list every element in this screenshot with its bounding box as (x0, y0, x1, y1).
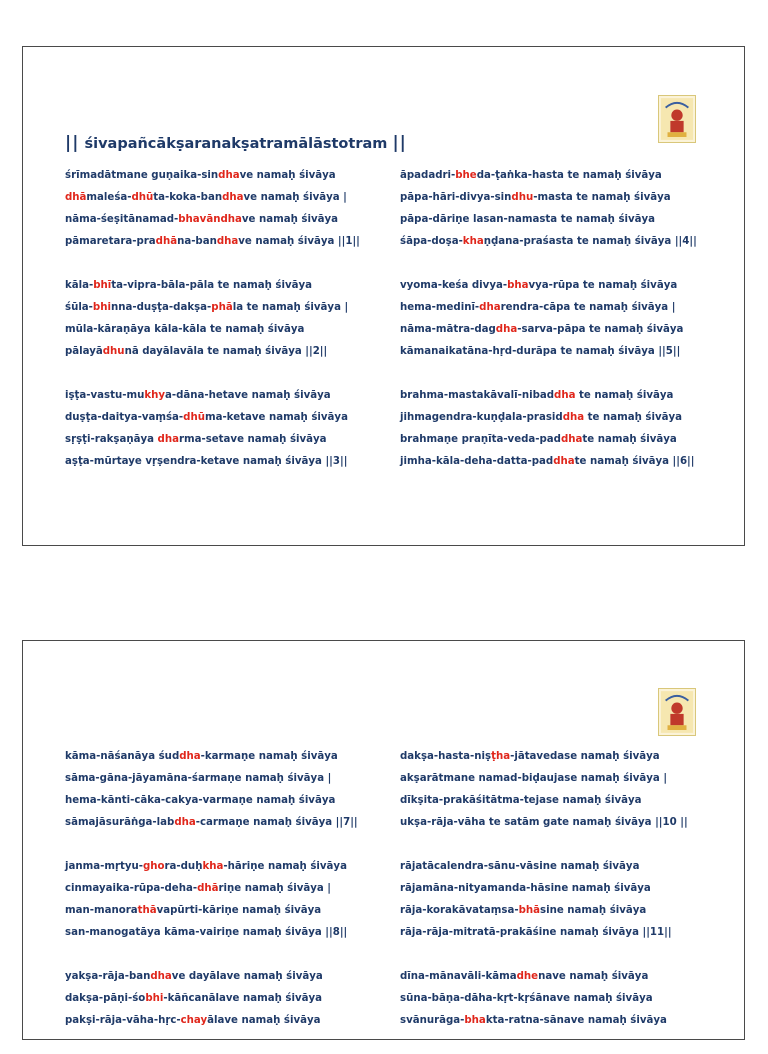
verse-text: brahmaṇe praṇīta-veda-pad (400, 434, 561, 445)
title-bars-left: || (65, 133, 80, 153)
verse-line (65, 297, 385, 319)
verse-line (400, 988, 720, 1010)
verse-text: san-manogatāya kāma-vairiṇe namaḥ śivāya ||8|| (65, 927, 348, 938)
verse-text: rendra-cāpa te namaḥ śivāya | (500, 302, 676, 313)
verse-text: sṛṣṭi-rakṣaṇāya (65, 434, 158, 445)
verse-text: pāmaretara-pra (65, 236, 156, 247)
verse-line (400, 165, 720, 187)
verse-text: rāja-korakāvataṃsa- (400, 905, 519, 916)
verse-text: vya-rūpa te namaḥ śivāya (528, 280, 678, 291)
verse-text: ra-duḥ (164, 861, 203, 872)
verse-text: rāja-rāja-mitratā-prakāśine namaḥ śivāya ||11|| (400, 927, 672, 938)
verse-text: rājatācalendra-sānu-vāsine namaḥ śivāya (400, 861, 640, 872)
verse-text: nāma-mātra-dag (400, 324, 496, 335)
verse-line (65, 429, 385, 451)
verse-line (400, 878, 720, 900)
verse-text: iṣṭa-vastu-mu (65, 390, 145, 401)
verse-stanza (65, 966, 385, 1032)
verse-stanza (400, 165, 720, 253)
highlighted-syllable: chay (180, 1015, 208, 1026)
verse-line (65, 319, 385, 341)
verse-text: -karmaṇe namaḥ śivāya (200, 751, 338, 762)
verse-stanza (400, 856, 720, 944)
verse-text: kta-ratna-sānave namaḥ śivāya (485, 1015, 667, 1026)
highlighted-syllable: phā (211, 302, 233, 313)
left-column (65, 746, 385, 1054)
verse-line (400, 856, 720, 878)
stotram-title (65, 133, 407, 153)
verse-text: jimha-kāla-deha-datta-pad (400, 456, 554, 467)
verse-text: a-dāna-hetave namaḥ śivāya (165, 390, 331, 401)
verse-line (65, 407, 385, 429)
verse-stanza (65, 385, 385, 473)
verse-line (400, 451, 720, 473)
verse-text: dakṣa-hasta-niṣ (400, 751, 492, 762)
highlighted-syllable: dha (553, 456, 575, 467)
verse-line (65, 1010, 385, 1032)
highlighted-syllable: dhā (65, 192, 87, 203)
verse-stanza (400, 275, 720, 363)
right-column (400, 746, 720, 1054)
verse-line (400, 297, 720, 319)
verse-text: pālayā (65, 346, 103, 357)
verse-line (65, 922, 385, 944)
verse-line (65, 451, 385, 473)
verse-text: nāma-śeṣitānamad- (65, 214, 179, 225)
verse-line (400, 209, 720, 231)
verse-text: mūla-kāraṇāya kāla-kāla te namaḥ śivāya (65, 324, 305, 335)
verse-line (400, 812, 720, 834)
verse-text: pakṣi-rāja-vāha-hṛc- (65, 1015, 181, 1026)
verse-text: -kāñcanālave namaḥ śivāya (163, 993, 322, 1004)
document-page-2 (22, 640, 745, 1040)
highlighted-syllable: bhe (455, 170, 477, 181)
verse-text: ālave namaḥ śivāya (207, 1015, 321, 1026)
verse-text: ve namaḥ śivāya ||1|| (238, 236, 360, 247)
verse-line (65, 856, 385, 878)
highlighted-syllable: bhi (145, 993, 164, 1004)
highlighted-syllable: dhu (102, 346, 125, 357)
verse-text: āpadadri- (400, 170, 456, 181)
verse-text: na-ban (177, 236, 217, 247)
verse-line (65, 341, 385, 363)
verse-text: riṇe namaḥ śivāya | (218, 883, 331, 894)
verse-text: -masta te namaḥ śivāya (533, 192, 671, 203)
highlighted-syllable: dha (554, 390, 576, 401)
highlighted-syllable: dha (479, 302, 501, 313)
verse-text: kāma-nāśanāya śud (65, 751, 180, 762)
verse-text: yakṣa-rāja-ban (65, 971, 151, 982)
highlighted-syllable: dha (218, 170, 240, 181)
highlighted-syllable: dhu (511, 192, 534, 203)
verse-line (400, 768, 720, 790)
verse-line (65, 385, 385, 407)
verse-text: ṇḍana-praśasta te namaḥ śivāya ||4|| (483, 236, 697, 247)
highlighted-syllable: dha (560, 434, 583, 445)
verse-line (65, 790, 385, 812)
verse-text: svānurāga- (400, 1015, 465, 1026)
verse-stanza (400, 385, 720, 473)
highlighted-syllable: dhū (131, 192, 154, 203)
verse-text: ve namaḥ śivāya (241, 214, 338, 225)
verse-text: te namaḥ śivāya (575, 390, 674, 401)
highlighted-syllable: dhū (183, 412, 205, 423)
verse-line (400, 231, 720, 253)
highlighted-syllable: dha (222, 192, 244, 203)
verse-text: te namaḥ śivāya (584, 412, 682, 423)
highlighted-syllable: bhī (93, 280, 112, 291)
verse-line (65, 812, 385, 834)
highlighted-syllable: bhavān (178, 214, 221, 225)
verse-text: hema-kānti-cāka-cakya-varmaṇe namaḥ śivāya (65, 795, 336, 806)
highlighted-syllable: dha (216, 236, 239, 247)
verse-line (400, 966, 720, 988)
verse-text: la te namaḥ śivāya | (232, 302, 349, 313)
highlighted-syllable: dhā (197, 883, 219, 894)
verse-text: rājamāna-nityamanda-hāsine namaḥ śivāya (400, 883, 651, 894)
verse-line (400, 407, 720, 429)
verse-line (65, 900, 385, 922)
highlighted-syllable: dhā (155, 236, 178, 247)
verse-text: te namaḥ śivāya ||6|| (574, 456, 695, 467)
verse-line (400, 746, 720, 768)
verse-line (65, 966, 385, 988)
verse-line (65, 878, 385, 900)
verse-line (400, 187, 720, 209)
verse-text: vyoma-keśa divya- (400, 280, 508, 291)
verse-text: ta-vipra-bāla-pāla te namaḥ śivāya (111, 280, 312, 291)
verse-line (65, 768, 385, 790)
verse-text: kāla- (65, 280, 94, 291)
verse-text: kāmanaikatāna-hṛd-durāpa te namaḥ śivāya ||5|| (400, 346, 681, 357)
verse-text: ukṣa-rāja-vāha te satām gate namaḥ śivāya ||10 || (400, 817, 688, 828)
verse-line (400, 900, 720, 922)
highlighted-syllable: bha (507, 280, 529, 291)
verse-line (65, 209, 385, 231)
verse-text: ta-koka-ban (153, 192, 223, 203)
highlighted-syllable: bha (464, 1015, 486, 1026)
verse-line (65, 187, 385, 209)
highlighted-syllable: dhe (516, 971, 539, 982)
verse-text: maleśa- (86, 192, 132, 203)
verse-line (65, 746, 385, 768)
verse-stanza (65, 856, 385, 944)
verse-text: akṣarātmane namad-biḍaujase namaḥ śivāya | (400, 773, 668, 784)
title-text: śivapañcākṣaranakṣatramālāstotram (84, 136, 388, 152)
verse-text: rma-setave namaḥ śivāya (178, 434, 327, 445)
temple-logo (658, 688, 696, 736)
highlighted-syllable: kha (462, 236, 484, 247)
highlighted-syllable: dha (174, 817, 196, 828)
verse-text: śrīmadātmane guṇaika-sin (65, 170, 219, 181)
verse-text: ve namaḥ śivāya | (243, 192, 347, 203)
verse-text: śāpa-doṣa- (400, 236, 463, 247)
document-page-1 (22, 46, 745, 546)
highlighted-syllable: bhi (92, 302, 111, 313)
verse-text: brahma-mastakāvalī-nibad (400, 390, 555, 401)
verse-text: pāpa-hāri-divya-sin (400, 192, 512, 203)
verse-text: -carmaṇe namaḥ śivāya ||7|| (195, 817, 358, 828)
verse-text: dakṣa-pāṇi-śo (65, 993, 146, 1004)
verse-text: janma-mṛtyu- (65, 861, 143, 872)
verse-text: aṣṭa-mūrtaye vṛṣendra-ketave namaḥ śivāya ||3|| (65, 456, 348, 467)
verse-text: śūla- (65, 302, 93, 313)
verse-text: ma-ketave namaḥ śivāya (204, 412, 348, 423)
verse-text: sāma-gāna-jāyamāna-śarmaṇe namaḥ śivāya | (65, 773, 332, 784)
highlighted-syllable: bhā (518, 905, 541, 916)
verse-line (400, 319, 720, 341)
verse-text: duṣṭa-daitya-vaṃśa- (65, 412, 184, 423)
highlighted-syllable: kha (202, 861, 224, 872)
verse-line (65, 165, 385, 187)
verse-text: hema-medinī- (400, 302, 480, 313)
verse-stanza (65, 746, 385, 834)
verse-text: -jātavedase namaḥ śivāya (510, 751, 660, 762)
right-column (400, 165, 720, 495)
verse-text: te namaḥ śivāya (582, 434, 677, 445)
highlighted-syllable: dha (179, 751, 201, 762)
verse-line (65, 231, 385, 253)
highlighted-syllable: ṭha (491, 751, 511, 762)
highlighted-syllable: thā (137, 905, 157, 916)
verse-text: jihmagendra-kuṇḍala-prasid (400, 412, 563, 423)
verse-text: sūna-bāṇa-dāha-kṛt-kṛśānave namaḥ śivāya (400, 993, 653, 1004)
highlighted-syllable: dha (157, 434, 179, 445)
verse-text: nna-duṣṭa-dakṣa- (110, 302, 212, 313)
highlighted-syllable: khy (144, 390, 165, 401)
verse-text: nā dayālavāla te namaḥ śivāya ||2|| (124, 346, 328, 357)
verse-line (400, 922, 720, 944)
verse-text: ve namaḥ śivāya (239, 170, 336, 181)
verse-text: pāpa-dāriṇe lasan-namasta te namaḥ śivāya (400, 214, 656, 225)
verse-line (400, 275, 720, 297)
verse-text: sāmajāsurāṅga-lab (65, 817, 175, 828)
verse-line (400, 341, 720, 363)
verse-line (65, 275, 385, 297)
verse-stanza (65, 275, 385, 363)
verse-text: dīna-mānavāli-kāma (400, 971, 517, 982)
highlighted-syllable: dha (495, 324, 518, 335)
verse-line (400, 1010, 720, 1032)
verse-line (400, 385, 720, 407)
verse-stanza (65, 165, 385, 253)
verse-text: -sarva-pāpa te namaḥ śivāya (517, 324, 684, 335)
highlighted-syllable: dha (150, 971, 172, 982)
title-bars-right: || (392, 133, 407, 153)
verse-text: ve dayālave namaḥ śivāya (171, 971, 323, 982)
verse-text: -hāriṇe namaḥ śivāya (223, 861, 347, 872)
verse-text: cinmayaika-rūpa-deha- (65, 883, 198, 894)
left-column (65, 165, 385, 495)
highlighted-syllable: dha (220, 214, 242, 225)
verse-text: sine namaḥ śivāya (540, 905, 647, 916)
verse-line (400, 429, 720, 451)
temple-logo (658, 95, 696, 143)
verse-text: da-ṭaṅka-hasta te namaḥ śivāya (476, 170, 662, 181)
verse-line (400, 790, 720, 812)
verse-line (65, 988, 385, 1010)
verse-text: nave namaḥ śivāya (538, 971, 649, 982)
verse-text: dīkṣita-prakāśitātma-tejase namaḥ śivāya (400, 795, 642, 806)
verse-text: man-manora (65, 905, 138, 916)
verse-stanza (400, 966, 720, 1032)
verse-text: vapūrti-kāriṇe namaḥ śivāya (156, 905, 322, 916)
verse-stanza (400, 746, 720, 834)
highlighted-syllable: dha (562, 412, 585, 423)
highlighted-syllable: gho (142, 861, 165, 872)
